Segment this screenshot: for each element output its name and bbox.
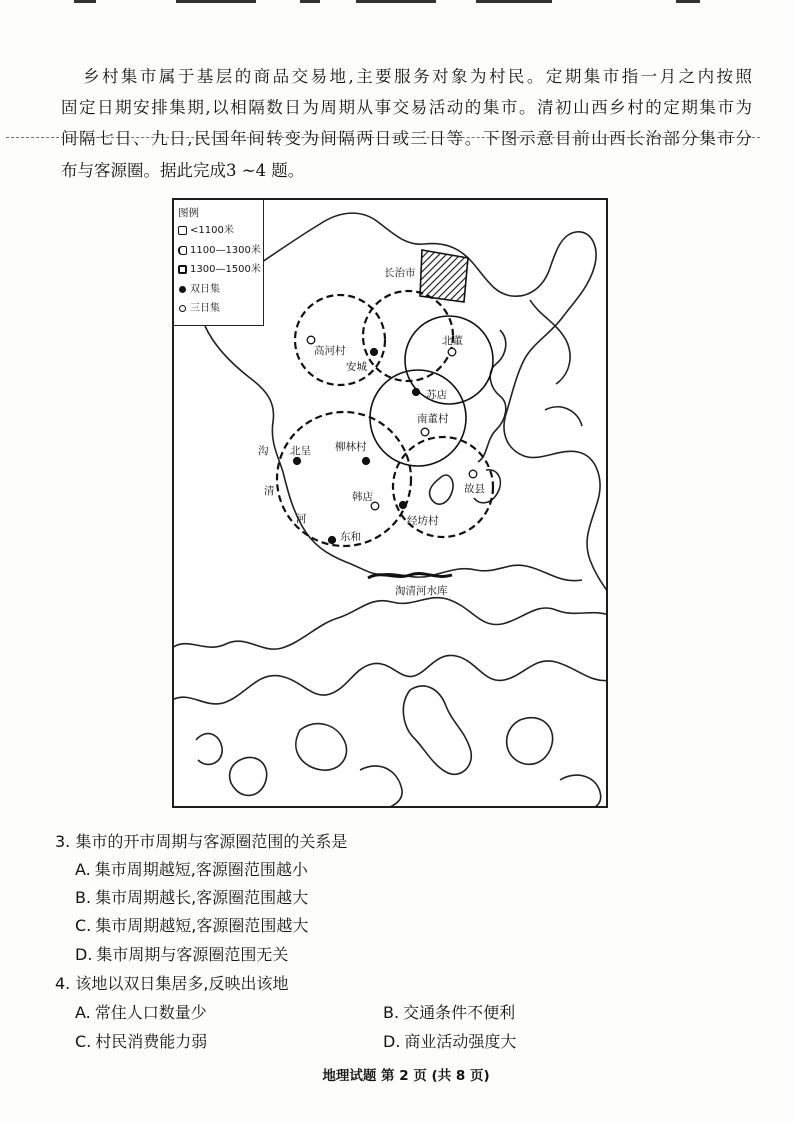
market-label: 安城	[346, 361, 367, 373]
market-dot	[421, 428, 429, 436]
question-3-option-b[interactable]	[75, 886, 308, 910]
legend-label: 1300—1500米	[190, 264, 261, 275]
scan-edge-mark	[356, 0, 436, 3]
river-label-char: 清	[264, 485, 275, 497]
option-text: 集市周期越长,客源圈范围越大	[95, 888, 309, 907]
river-label-char: 河	[296, 513, 307, 525]
question-3-option-a[interactable]	[75, 858, 308, 882]
question-3-option-c[interactable]	[75, 914, 308, 938]
market-dot	[307, 336, 315, 344]
legend-label: 1100—1300米	[190, 244, 261, 256]
question-4-stem	[55, 972, 288, 996]
option-letter: C.	[75, 916, 92, 935]
question-text: 该地以双日集居多,反映出该地	[75, 974, 289, 993]
question-3-option-d[interactable]	[75, 943, 288, 967]
option-letter: B.	[75, 888, 92, 907]
market-label: 北董	[442, 335, 463, 347]
market-label: 东和	[340, 531, 361, 543]
legend-item	[178, 280, 263, 300]
range-circle-liulincun	[277, 412, 411, 546]
contour-line	[507, 718, 553, 765]
legend-item	[178, 299, 263, 319]
question-4-option-b[interactable]	[383, 1001, 515, 1025]
intro-line: 布与客源圈。据此完成3 ~4 题。	[61, 161, 305, 180]
option-text: 商业活动强度大	[404, 1032, 517, 1051]
market-dot	[362, 457, 370, 465]
river-label-char: 沟	[258, 445, 269, 457]
scan-edge-mark	[300, 0, 320, 3]
market-dot	[399, 501, 407, 509]
contour-line	[196, 734, 222, 765]
filled-dot-icon	[179, 286, 186, 293]
market-label: 北呈	[290, 445, 311, 457]
legend-item	[178, 260, 263, 280]
contour-line	[560, 775, 601, 808]
customer-range-circles	[277, 291, 493, 546]
contour-line	[430, 475, 454, 504]
legend-item	[178, 221, 263, 241]
option-text: 常住人口数量少	[94, 1003, 207, 1022]
question-4-option-c[interactable]	[75, 1030, 207, 1054]
option-text: 集市周期与客源圈范围无关	[96, 945, 289, 964]
contour-line	[403, 686, 471, 774]
market-dots	[293, 336, 477, 544]
market-label: 经坊村	[407, 515, 439, 527]
option-text: 集市周期越短,客源圈范围越小	[94, 860, 308, 879]
city-label: 长治市	[384, 267, 416, 279]
market-label: 南董村	[417, 413, 449, 425]
question-4-option-d[interactable]	[383, 1030, 516, 1054]
legend-label: <1100米	[190, 225, 234, 236]
question-text: 集市的开市周期与客源圈范围的关系是	[75, 832, 348, 851]
legend-label: 三日集	[190, 303, 220, 314]
option-letter: C.	[75, 1032, 92, 1051]
page-footer: 地理试题 第 2 页 (共 8 页)	[322, 1068, 490, 1084]
scan-strike-line	[6, 137, 760, 138]
market-label: 韩店	[352, 491, 373, 503]
contour-line	[296, 724, 347, 771]
market-dot	[469, 470, 477, 478]
market-label: 苏店	[426, 389, 447, 401]
contour-1300-1500-swatch	[178, 265, 187, 274]
intro-line: 固定日期安排集期,以相隔数日为周期从事交易活动的集市。清初山西乡村的定期集市为	[61, 98, 752, 117]
intro-line: 乡村集市属于基层的商品交易地,主要服务对象为村民。定期集市指一月之内按照	[83, 67, 752, 86]
market-dot	[370, 348, 378, 356]
scan-edge-mark	[676, 0, 700, 3]
contour-line	[172, 598, 608, 649]
market-dot	[448, 348, 456, 356]
market-dot	[412, 388, 420, 396]
legend-label: 双日集	[190, 283, 220, 295]
contour-line	[230, 757, 267, 795]
option-letter: A.	[75, 860, 91, 879]
contour-line	[172, 655, 608, 703]
market-label: 高河村	[314, 345, 346, 357]
option-letter: D.	[383, 1032, 401, 1051]
market-dot	[328, 536, 336, 544]
scan-edge-mark	[476, 0, 552, 3]
option-letter: A.	[75, 1003, 91, 1022]
contour-1100-1300-swatch	[178, 246, 187, 255]
intro-line: 间隔七日、九日,民国年间转变为间隔两日或三日等。下图示意目前山西长治部分集市分	[61, 129, 752, 148]
market-label: 故县	[464, 483, 485, 495]
market-label: 柳林村	[335, 441, 367, 453]
legend-item	[178, 241, 263, 261]
range-circle-ancheng	[363, 291, 453, 381]
market-dot	[371, 502, 379, 510]
contour-below-1100-swatch	[178, 226, 187, 235]
reservoir-label: 淘清河水库	[395, 585, 448, 597]
option-text: 交通条件不便利	[403, 1003, 516, 1022]
option-letter: B.	[383, 1003, 400, 1022]
map-legend	[174, 200, 264, 326]
scan-edge-mark	[176, 0, 256, 3]
option-text: 村民消费能力弱	[95, 1032, 208, 1051]
market-dot	[293, 457, 301, 465]
question-3-stem	[55, 830, 347, 854]
contour-line	[545, 407, 582, 426]
scan-edge-mark	[74, 0, 96, 3]
legend-title: 图例	[178, 207, 199, 219]
contour-line	[530, 300, 570, 384]
contour-line	[360, 766, 402, 808]
question-4-option-a[interactable]	[75, 1001, 207, 1025]
question-number: 3.	[55, 832, 71, 851]
option-letter: D.	[75, 945, 93, 964]
hollow-dot-icon	[179, 305, 186, 312]
market-map	[172, 198, 608, 808]
question-number: 4.	[55, 974, 71, 993]
option-text: 集市周期越短,客源圈范围越大	[95, 916, 309, 935]
